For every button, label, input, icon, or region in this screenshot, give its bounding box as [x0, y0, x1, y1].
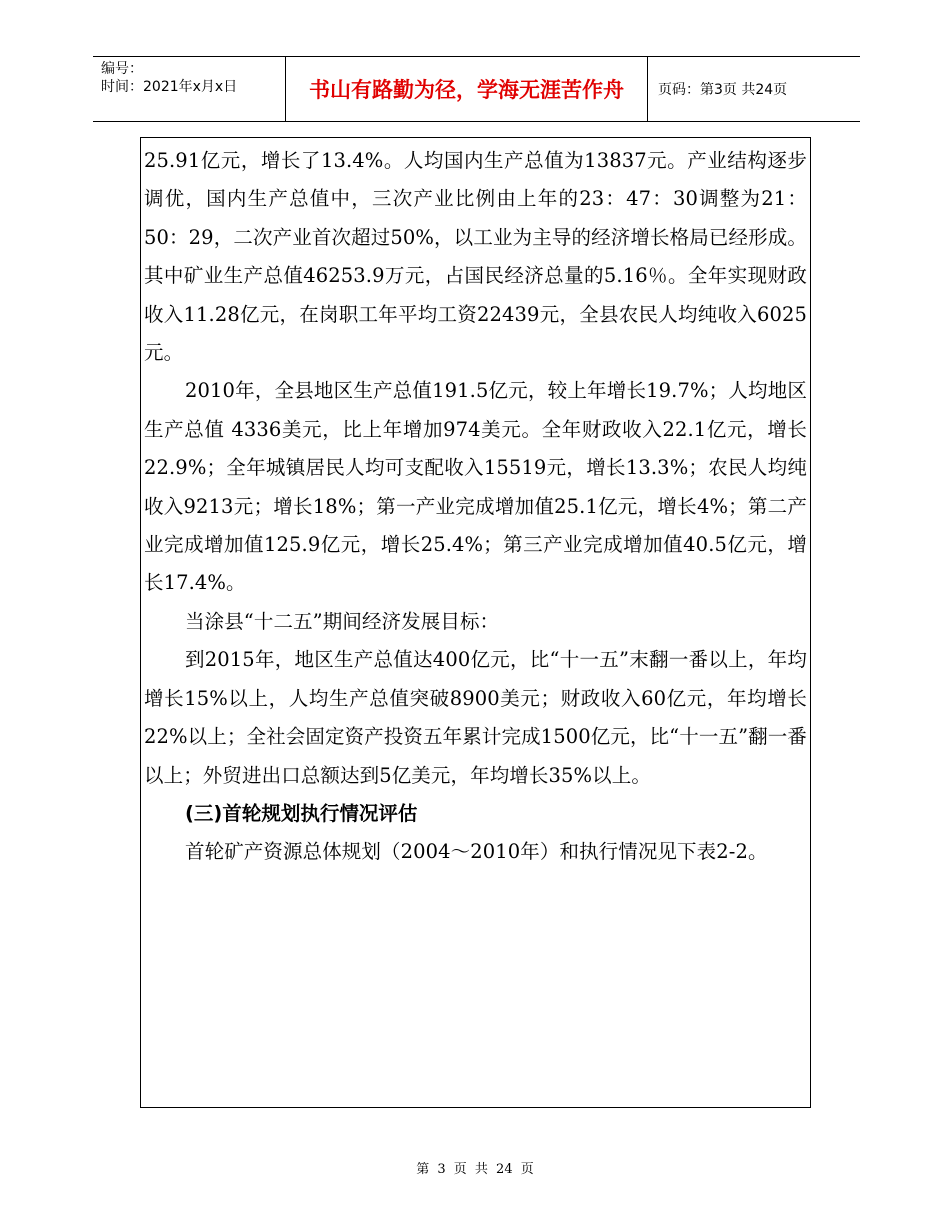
header-page-info: 页码：第3页 共24页	[658, 82, 788, 98]
section-heading: (三)首轮规划执行情况评估	[185, 801, 418, 825]
paragraph-plan-reference: 首轮矿产资源总体规划（2004～2010年）和执行情况见下表2-2。	[185, 840, 768, 864]
paragraph-goals-intro: 当涂县“十二五”期间经济发展目标：	[185, 609, 500, 633]
page-header	[93, 56, 860, 122]
document-time-label: 时间：2021年x月x日	[101, 79, 238, 95]
paragraph-2010-statistics: 2010年，全县地区生产总值191.5亿元，较上年增长19.7%；人均地区生产总值 4336美元，比上年增加974美元。全年财政收入22.1亿元，增长22.9%；全年城镇居民人均可支配收入15519元，增长13.3%；农民人均纯收入9213元；增长18%；第一产业完成增加值25.1亿元，增长4%；第二产业完成增加值125.9亿元，增长25.4%；第三产业完成增加值40.5亿元，增长17.4%。	[144, 379, 807, 595]
content-frame	[140, 137, 811, 1108]
document-number-label: 编号：	[101, 61, 143, 77]
header-motto: 书山有路勤为径，学海无涯苦作舟	[286, 57, 648, 121]
paragraph-economy-summary: 25.91亿元，增长了13.4%。人均国内生产总值为13837元。产业结构逐步调优，国内生产总值中，三次产业比例由上年的23：47：30调整为21：50：29，二次产业首次超过50%，以工业为主导的经济增长格局已经形成。其中矿业生产总值46253.9万元，占国民经济总量的5.16％。全年实现财政收入11.28亿元，在岗职工年平均工资22439元，全县农民人均纯收入6025元。	[144, 149, 807, 365]
page-footer: 第 3 页 共 24 页	[416, 1162, 534, 1177]
header-meta	[93, 57, 286, 121]
paragraph-2015-goals: 到2015年，地区生产总值达400亿元，比“十一五”末翻一番以上，年均增长15%以上，人均生产总值突破8900美元；财政收入60亿元，年均增长22%以上；全社会固定资产投资五年累计完成1500亿元，比“十一五”翻一番以上；外贸进出口总额达到5亿美元，年均增长35%以上。	[144, 648, 807, 787]
